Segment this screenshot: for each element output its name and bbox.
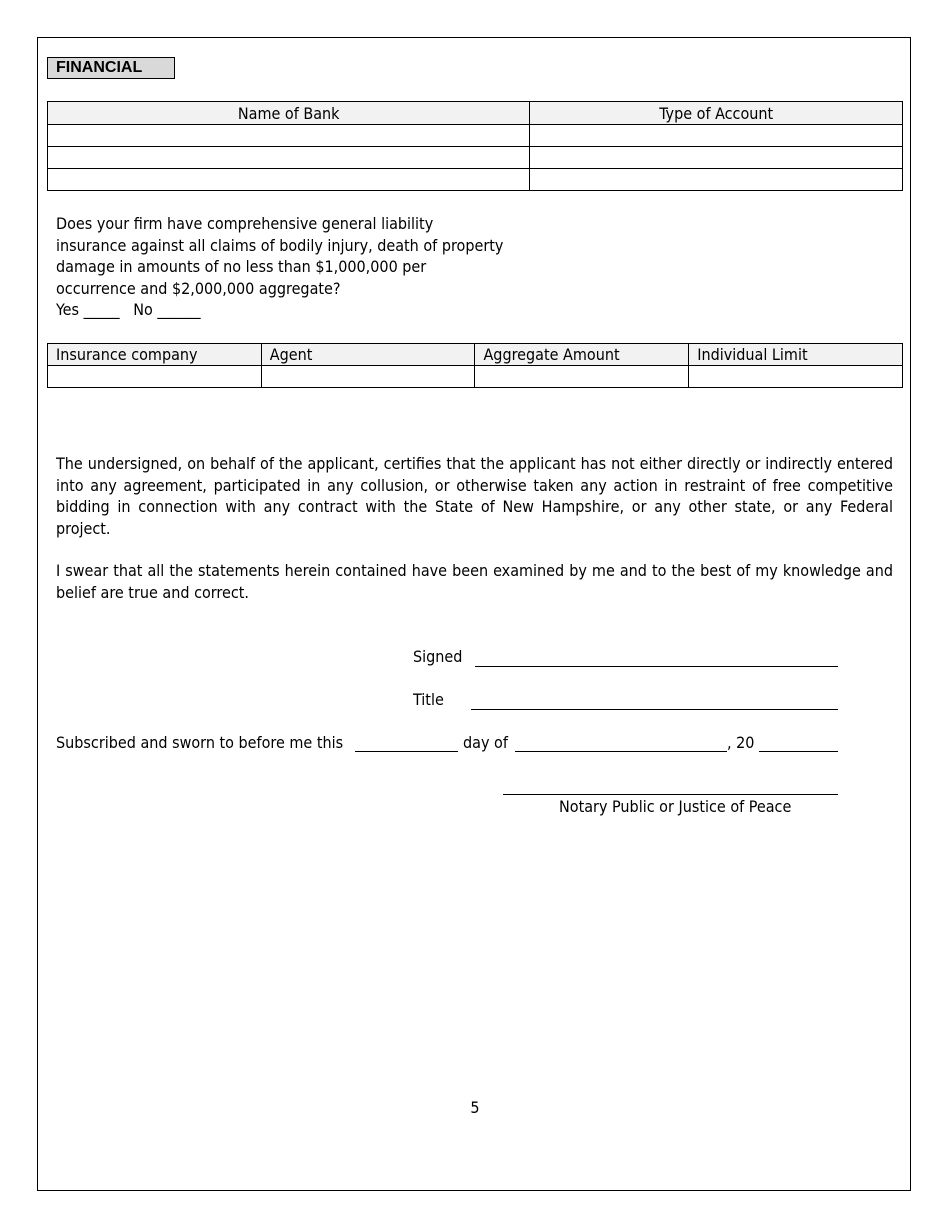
individual-limit-cell[interactable]: [689, 366, 903, 388]
yes-no-answer[interactable]: Yes _____ No ______: [56, 300, 201, 319]
signed-line[interactable]: [475, 666, 838, 667]
account-type-cell[interactable]: [530, 125, 903, 147]
account-type-cell[interactable]: [530, 169, 903, 191]
insurance-question-text: Does your firm have comprehensive general liability insurance against all claims of bodily injury, death of property damage in amounts of no less than $1,000,000 per occurrence and $2,000,000 aggregate?: [56, 214, 504, 298]
header-aggregate-amount: Aggregate Amount: [475, 344, 689, 366]
month-line[interactable]: [515, 751, 727, 752]
year-line[interactable]: [759, 751, 838, 752]
account-type-cell[interactable]: [530, 147, 903, 169]
year-label: , 20: [727, 733, 755, 752]
insurance-company-cell[interactable]: [48, 366, 262, 388]
bank-name-cell[interactable]: [48, 125, 530, 147]
table-row: [48, 125, 903, 147]
header-type-of-account: Type of Account: [530, 102, 903, 125]
subscribed-label: Subscribed and sworn to before me this: [56, 733, 344, 752]
bank-table: [47, 101, 903, 191]
page-number: 5: [470, 1098, 480, 1117]
table-header-row: [48, 344, 903, 366]
table-row: [48, 169, 903, 191]
notary-signature-line[interactable]: [503, 794, 838, 795]
sworn-statement-paragraph: I swear that all the statements herein contained have been examined by me and to the best of my knowledge and belief are true and correct.: [56, 561, 893, 602]
day-of-label: day of: [463, 733, 508, 752]
bank-name-cell[interactable]: [48, 169, 530, 191]
header-name-of-bank: Name of Bank: [48, 102, 530, 125]
header-individual-limit: Individual Limit: [689, 344, 903, 366]
page-border: [37, 37, 911, 1191]
title-line[interactable]: [471, 709, 838, 710]
aggregate-amount-cell[interactable]: [475, 366, 689, 388]
insurance-question: [56, 213, 506, 321]
table-row: [48, 147, 903, 169]
notary-label: Notary Public or Justice of Peace: [559, 797, 792, 816]
day-line[interactable]: [355, 751, 458, 752]
insurance-table: [47, 343, 903, 388]
signed-label: Signed: [413, 647, 463, 666]
bank-name-cell[interactable]: [48, 147, 530, 169]
title-label: Title: [413, 690, 444, 709]
table-row: [48, 366, 903, 388]
table-header-row: [48, 102, 903, 125]
section-title: FINANCIAL: [47, 57, 175, 79]
agent-cell[interactable]: [261, 366, 475, 388]
header-agent: Agent: [261, 344, 475, 366]
certification-paragraph: The undersigned, on behalf of the applicant, certifies that the applicant has not either directly or indirectly entered into any agreement, participated in any collusion, or otherwise taken any action in restraint of free competitive bidding in connection with any contract with the State of New Hampshire, or any other state, or any Federal project.: [56, 454, 893, 538]
header-insurance-company: Insurance company: [48, 344, 262, 366]
